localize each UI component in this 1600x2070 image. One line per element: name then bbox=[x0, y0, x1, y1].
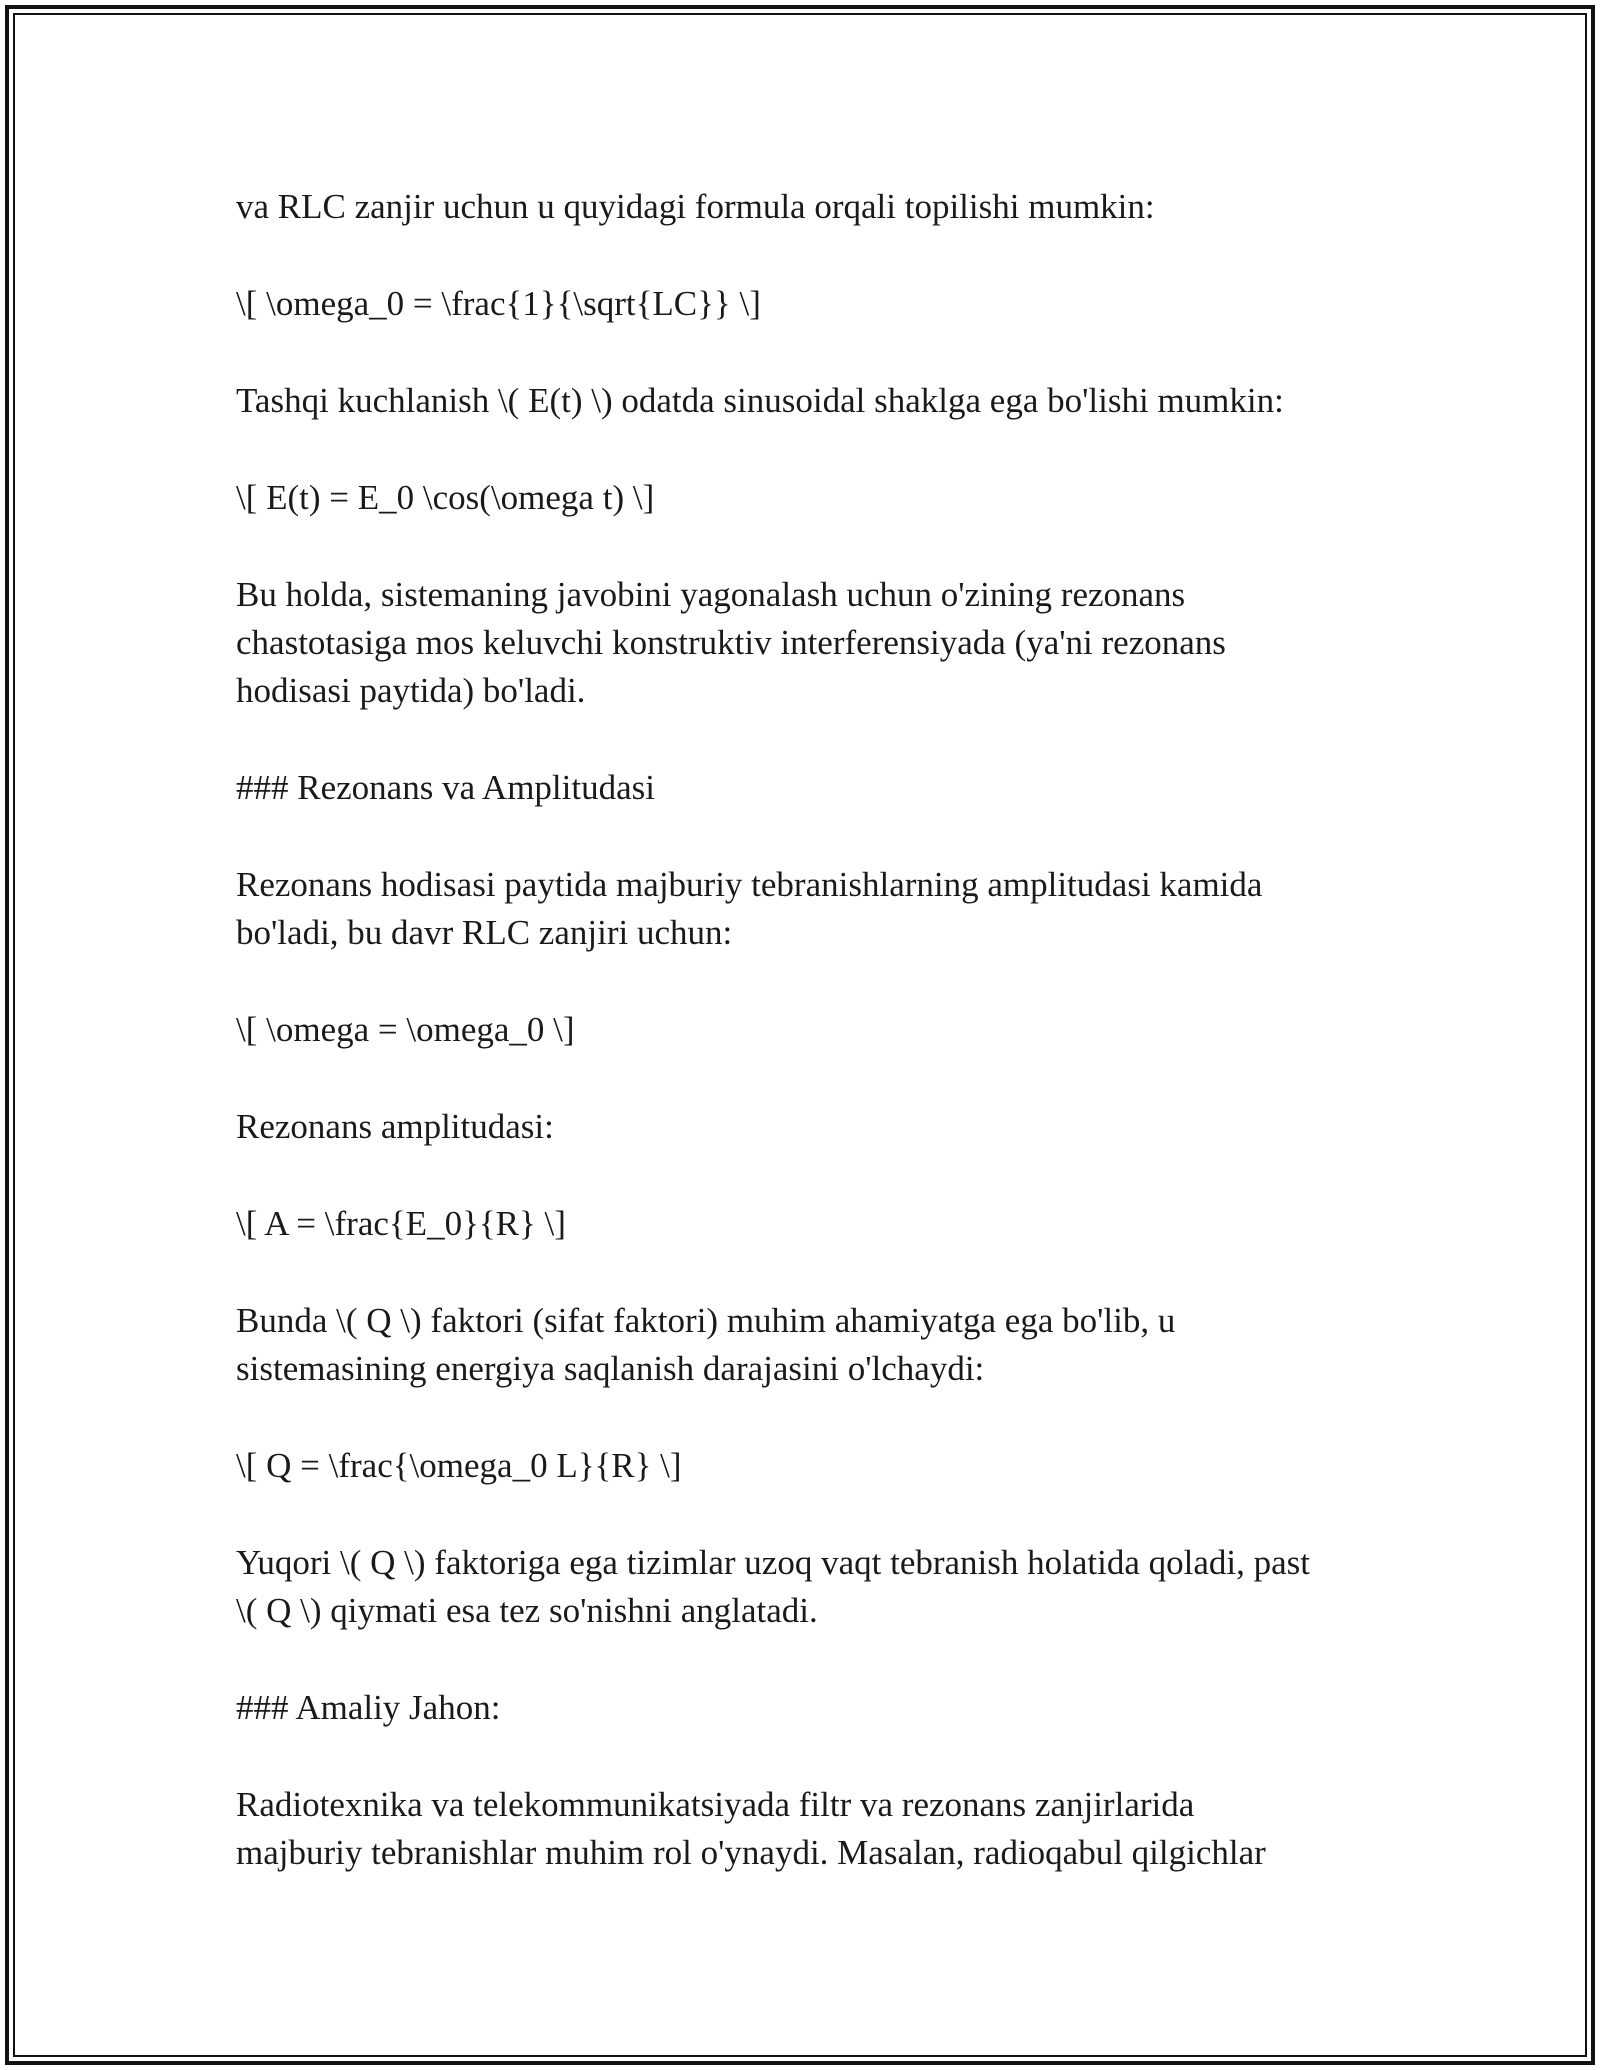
paragraph-amplitude-label: Rezonans amplitudasi: bbox=[236, 1107, 554, 1146]
paragraph-system-response: Bu holda, sistemaning javobini yagonalash uchun o'zining rezonans chastotasiga mos keluvchi konstruktiv interferensiyada (ya'ni rezonans hodisasi paytida) bo'ladi. bbox=[236, 575, 1226, 710]
formula-amplitude: \[ A = \frac{E_0}{R} \] bbox=[236, 1204, 566, 1243]
formula-e-of-t: \[ E(t) = E_0 \cos(\omega t) \] bbox=[236, 478, 655, 517]
paragraph-intro: va RLC zanjir uchun u quyidagi formula orqali topilishi mumkin: bbox=[236, 187, 1155, 226]
heading-resonance-amplitude: ### Rezonans va Amplitudasi bbox=[236, 768, 655, 807]
heading-practical-world: ### Amaliy Jahon: bbox=[236, 1688, 501, 1727]
formula-q-factor: \[ Q = \frac{\omega_0 L}{R} \] bbox=[236, 1446, 682, 1485]
paragraph-q-factor: Bunda \( Q \) faktori (sifat faktori) muhim ahamiyatga ega bo'lib, u sistemasining energiya saqlanish darajasini o'lchaydi: bbox=[236, 1301, 1176, 1388]
paragraph-external-voltage: Tashqi kuchlanish \( E(t) \) odatda sinusoidal shaklga ega bo'lishi mumkin: bbox=[236, 381, 1284, 420]
formula-omega0: \[ \omega_0 = \frac{1}{\sqrt{LC}} \] bbox=[236, 284, 761, 323]
document-body bbox=[236, 183, 1376, 1926]
paragraph-resonance-amplitude: Rezonans hodisasi paytida majburiy tebranishlarning amplitudasi kamida bo'ladi, bu davr RLC zanjiri uchun: bbox=[236, 865, 1263, 952]
paragraph-high-q: Yuqori \( Q \) faktoriga ega tizimlar uzoq vaqt tebranish holatida qoladi, past \( Q \) qiymati esa tez so'nishni anglatadi. bbox=[236, 1543, 1310, 1630]
formula-omega-equals-omega0: \[ \omega = \omega_0 \] bbox=[236, 1010, 575, 1049]
paragraph-radio-engineering: Radiotexnika va telekommunikatsiyada filtr va rezonans zanjirlarida majburiy tebranishlar muhim rol o'ynaydi. Masalan, radioqabul qilgichlar bbox=[236, 1785, 1266, 1872]
